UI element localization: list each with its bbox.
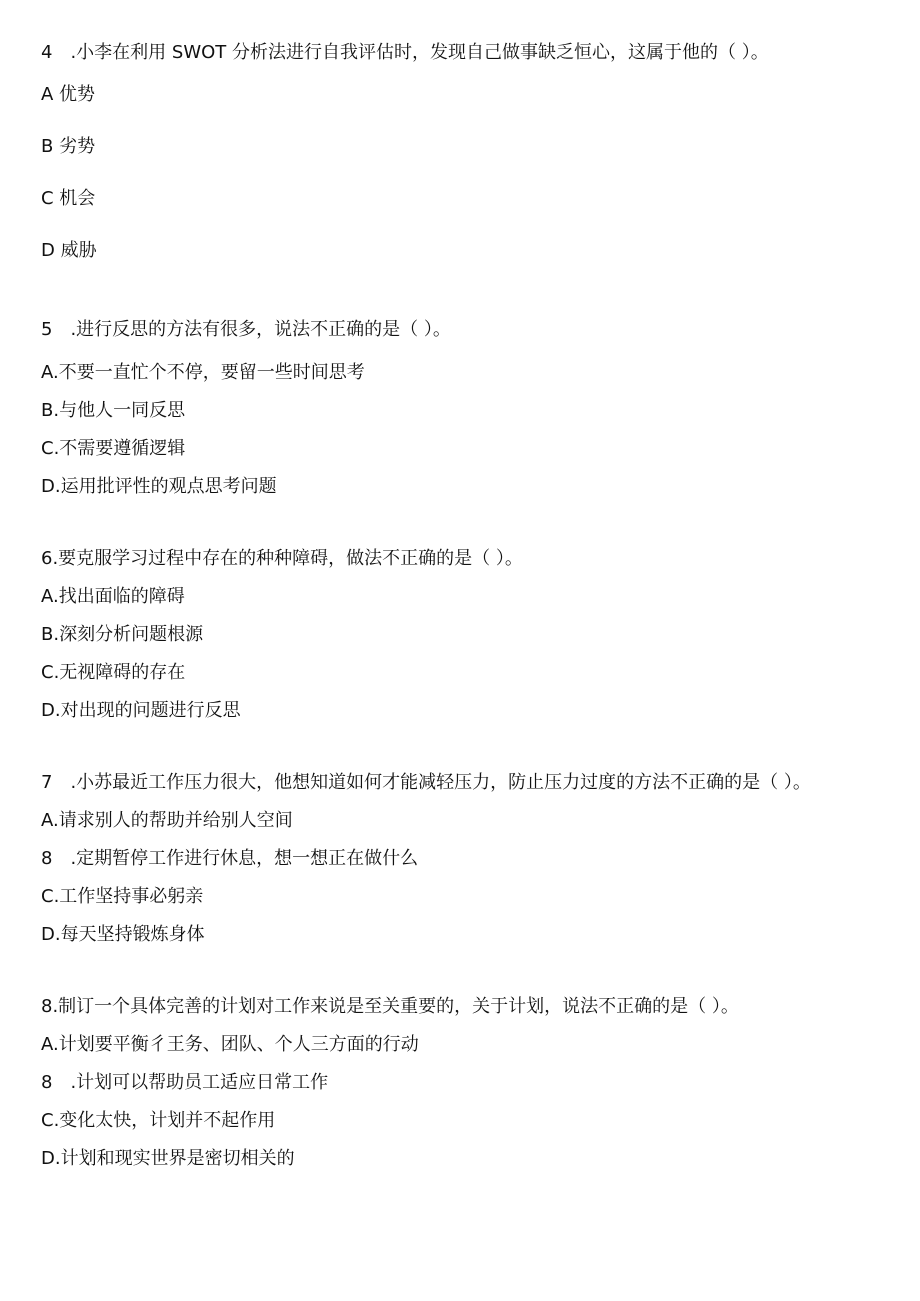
question-4-option-d: D 威胁 (41, 240, 97, 261)
question-5-option-a: A.不要一直忙个不停，要留一些时间思考 (41, 362, 365, 383)
question-4-stem: 4 .小李在利用 SWOT 分析法进行自我评估时，发现自己做事缺乏恒心，这属于他的（ ）。 (41, 42, 769, 63)
question-5-stem: 5 .进行反思的方法有很多，说法不正确的是（ ）。 (41, 319, 451, 340)
question-7-option-c: C.工作坚持事必躬亲 (41, 886, 204, 907)
question-6-option-d: D.对出现的问题进行反思 (41, 700, 241, 721)
question-8-option-c: C.变化太快，计划并不起作用 (41, 1110, 276, 1131)
question-5-option-d: D.运用批评性的观点思考问题 (41, 476, 277, 497)
question-7-option-b: 8 .定期暂停工作进行休息，想一想正在做什么 (41, 848, 419, 869)
question-4-option-c: C 机会 (41, 188, 96, 209)
question-6-option-a: A.找出面临的障碍 (41, 586, 185, 607)
question-5-option-b: B.与他人一同反思 (41, 400, 186, 421)
question-4-option-a: A 优势 (41, 84, 96, 105)
question-7-option-a: A.请求别人的帮助并给别人空间 (41, 810, 293, 831)
question-8-option-b: 8 .计划可以帮助员工适应日常工作 (41, 1072, 329, 1093)
question-8-option-a: A.计划要平衡彳王务、团队、个人三方面的行动 (41, 1034, 419, 1055)
question-4-option-b: B 劣势 (41, 136, 96, 157)
question-8-stem: 8.制订一个具体完善的计划对工作来说是至关重要的，关于计划，说法不正确的是（ ）。 (41, 996, 739, 1017)
question-6-option-c: C.无视障碍的存在 (41, 662, 186, 683)
question-7-stem: 7 .小苏最近工作压力很大，他想知道如何才能减轻压力，防止压力过度的方法不正确的是（ ）。 (41, 772, 811, 793)
question-8-option-d: D.计划和现实世界是密切相关的 (41, 1148, 295, 1169)
question-5-option-c: C.不需要遵循逻辑 (41, 438, 186, 459)
question-7-option-d: D.每天坚持锻炼身体 (41, 924, 205, 945)
question-6-stem: 6.要克服学习过程中存在的种种障碍，做法不正确的是（ ）。 (41, 548, 523, 569)
question-6-option-b: B.深刻分析问题根源 (41, 624, 204, 645)
